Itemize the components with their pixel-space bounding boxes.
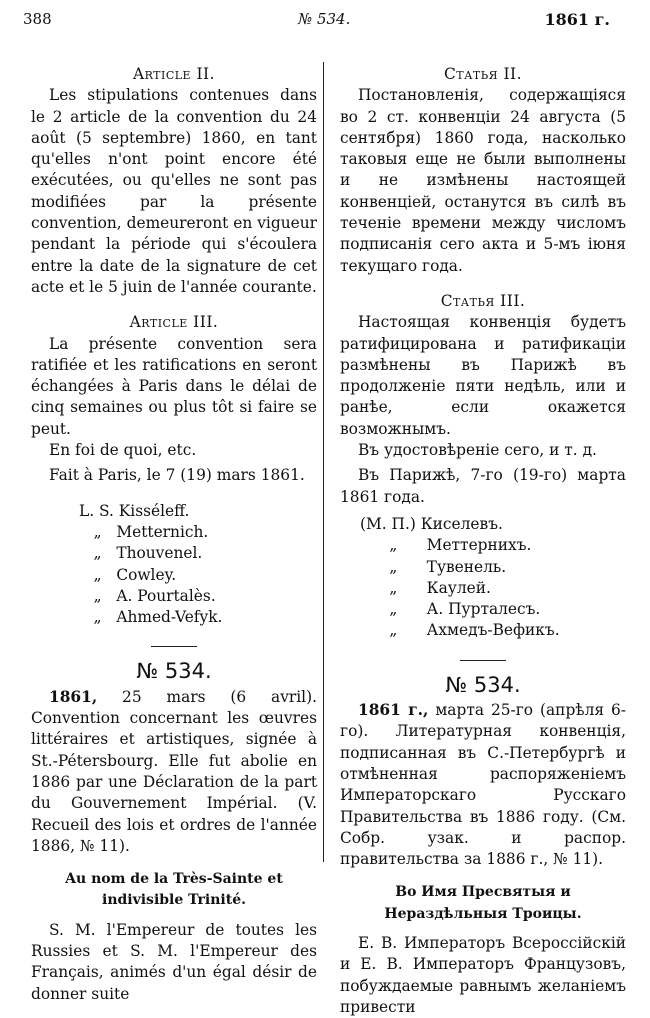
- signature: „ А. Пурталесъ.: [360, 600, 541, 619]
- document-number: № 534.: [298, 10, 351, 28]
- article-2-heading: Article II.: [132, 65, 216, 83]
- article-3-heading: Статья III.: [440, 291, 526, 310]
- invocation: Au nom de la Très-Sainte et indivisible Trinité.: [65, 871, 283, 909]
- article-2-text: Les stipulations contenues dans le 2 article de la convention du 24 août (5 septembre) 1860, en tant qu'elles n'ont point encore été exécutées, ou qu'elles ne sont pas modifiées par la présente convention, demeureront en vigueur pendant la période qui s'écoulera entre la date de la signature de cet acte et le 5 juin de l'année courante.: [31, 86, 317, 296]
- signature: „ Тувенель.: [360, 557, 507, 576]
- signatures: [31, 501, 317, 629]
- signature: „ Metternich.: [79, 522, 209, 541]
- signature: L. S. Kisséleff.: [79, 501, 190, 520]
- in-faith-clause: En foi de quoi, etc.: [49, 441, 197, 460]
- separator-line: [460, 660, 506, 661]
- signature: „ Меттернихъ.: [360, 536, 532, 555]
- signature: „ Cowley.: [79, 565, 177, 584]
- page-year: 1861 г.: [544, 10, 610, 29]
- signature: „ Каулей.: [360, 578, 491, 597]
- signatures: [340, 514, 626, 642]
- french-column: [31, 64, 317, 1005]
- summary-year: 1861 г.,: [358, 701, 429, 720]
- article-2-text: Постановленія, содержащіяся во 2 ст. конвенціи 24 августа (5 сентября) 1860 года, насколько таковыя еще не были выполнены и не измѣнены настоящей конвенціей, останутся въ силѣ въ теченіе времени между числомъ подписанія сего акта и 5-мъ іюня текущаго года.: [340, 86, 626, 275]
- signature: „ Ахмедъ-Вефикъ.: [360, 621, 560, 640]
- place-and-date: Fait à Paris, le 7 (19) mars 1861.: [49, 466, 305, 485]
- opening-text: S. M. l'Empereur de toutes les Russies et S. M. l'Empereur des Français, animés d'un égal désir de donner suite: [31, 920, 317, 1003]
- article-3-text: Настоящая конвенція будетъ ратифицирована и ратификаціи размѣнены въ Парижѣ въ продолженіе пяти недѣль, или и ранѣе, если окажется возможнымъ.: [340, 313, 626, 438]
- summary-text: марта 25-го (апрѣля 6-го). Литературная конвенція, подписанная въ С.-Петербургѣ и отмѣненная распоряженіемъ Императорскаго Русскаго Правительства въ 1886 году. (См. Собр. узак. и распор. правительства за 1886 г., № 11).: [340, 701, 626, 869]
- opening-text: Е. В. Императоръ Всероссійскій и Е. В. Императоръ Французовъ, побуждаемые равнымъ желаніемъ привести: [340, 933, 626, 1016]
- article-3-text: La présente convention sera ratifiée et les ratifications en seront échangées à Paris dans le délai de cinq semaines ou plus tôt si faire se peut.: [31, 334, 317, 438]
- column-divider: [323, 62, 324, 862]
- page-number: 388: [23, 10, 52, 28]
- section-number: № 534.: [136, 659, 212, 684]
- article-3-heading: Article III.: [129, 313, 219, 332]
- convention-summary: [340, 700, 626, 870]
- summary-text: 25 mars (6 avril). Convention concernant les œuvres littéraires et artistiques, signée à St.-Pétersbourg. Elle fut abolie en 1886 par une Déclaration de la part du Gouvernement Impérial. (V. Recueil des lois et ordres de l'année 1886, № 11).: [31, 687, 317, 855]
- signature: „ Thouvenel.: [79, 544, 203, 563]
- signature: (М. П.) Киселевъ.: [360, 514, 503, 533]
- signature: „ A. Pourtalès.: [79, 586, 216, 605]
- article-2-heading: Статья II.: [443, 65, 523, 83]
- signature: „ Ahmed-Vefyk.: [79, 608, 223, 627]
- convention-summary: [31, 687, 317, 857]
- separator-line: [151, 646, 197, 647]
- summary-year: 1861,: [49, 687, 98, 706]
- in-faith-clause: Въ удостовѣреніе сего, и т. д.: [358, 441, 597, 460]
- place-and-date: Въ Парижѣ, 7-го (19-го) марта 1861 года.: [340, 466, 626, 506]
- invocation: Во Имя Пресвятыя и Нераздѣльныя Троицы.: [384, 884, 582, 922]
- section-number: № 534.: [445, 672, 521, 697]
- russian-column: [340, 64, 626, 1018]
